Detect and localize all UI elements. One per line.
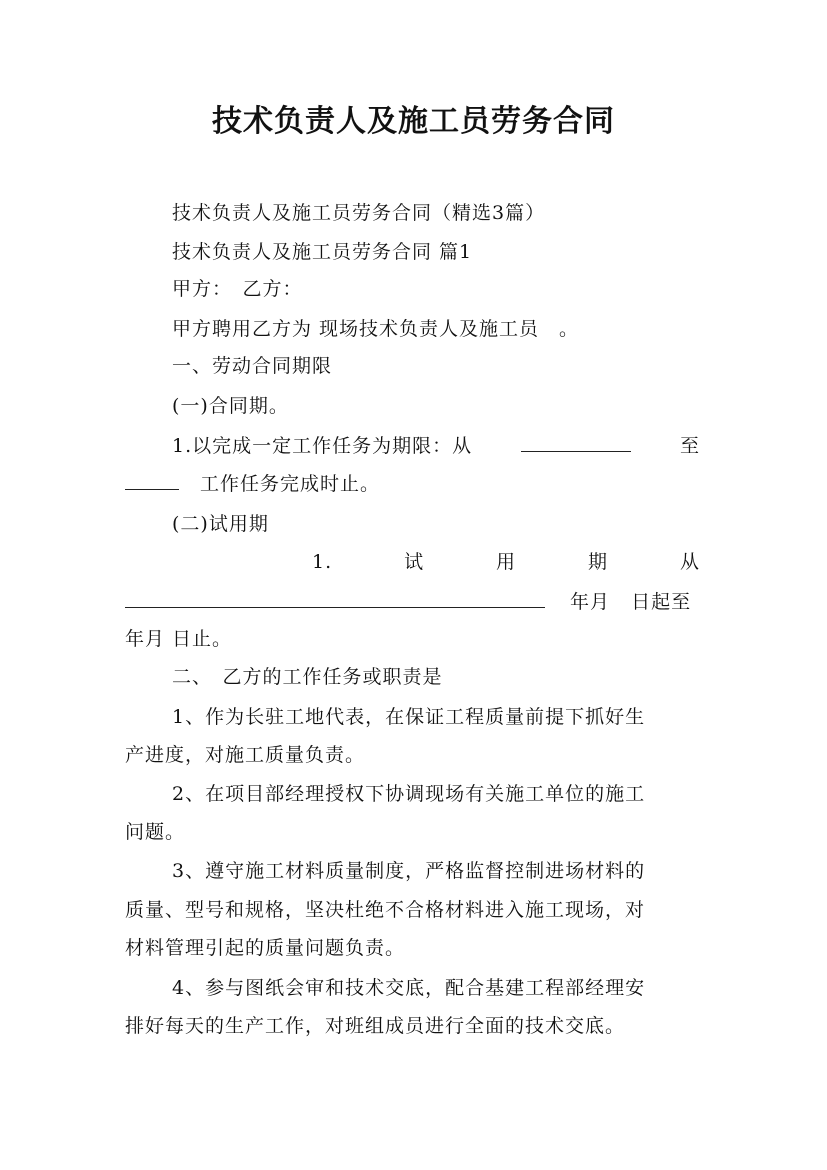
probation-end-line: 年月 日止。 xyxy=(125,628,233,650)
contract-term-line xyxy=(172,432,700,460)
duty-4-line-2: 排好每天的生产工作，对班组成员进行全面的技术交底。 xyxy=(125,1015,626,1037)
duty-2-line-1: 2、在项目部经理授权下协调现场有关施工单位的施工 xyxy=(172,783,646,805)
year-month-text: 年月 xyxy=(570,591,611,613)
probation-line xyxy=(312,548,700,576)
probation-date-line xyxy=(125,588,700,616)
duty-1-line-1: 1、作为长驻工地代表，在保证工程质量前提下抓好生 xyxy=(172,706,646,728)
duty-1-line-2: 产进度，对施工质量负责。 xyxy=(125,744,366,766)
contract-term-text: 1.以完成一定工作任务为期限：从 xyxy=(172,435,473,457)
document-title: 技术负责人及施工员劳务合同 xyxy=(212,104,615,139)
to-word: 至 xyxy=(679,435,700,457)
duty-3-line-2: 质量、型号和规格，坚决杜绝不合格材料进入施工现场，对 xyxy=(125,899,646,921)
probation-start-blank xyxy=(125,591,545,608)
probation-char-1: 试 xyxy=(404,551,425,573)
employment-line: 甲方聘用乙方为 现场技术负责人及施工员 。 xyxy=(172,318,580,340)
probation-heading: (二)试用期 xyxy=(172,513,269,535)
start-date-blank xyxy=(521,435,631,452)
probation-number: 1. xyxy=(312,551,333,573)
contract-term-end-line xyxy=(125,470,380,498)
end-date-blank xyxy=(125,473,179,490)
probation-char-4: 从 xyxy=(679,551,700,573)
duty-4-line-1: 4、参与图纸会审和技术交底，配合基建工程部经理安 xyxy=(172,977,646,999)
duty-3-line-3: 材料管理引起的质量问题负责。 xyxy=(125,937,406,959)
section-heading-part1: 技术负责人及施工员劳务合同 篇1 xyxy=(172,241,473,263)
day-start-text: 日起至 xyxy=(631,591,692,613)
clause-1-heading: 一、劳动合同期限 xyxy=(172,355,333,377)
subtitle-line: 技术负责人及施工员劳务合同（精选3篇） xyxy=(172,202,546,224)
probation-char-2: 用 xyxy=(496,551,517,573)
duty-2-line-2: 问题。 xyxy=(125,821,186,843)
probation-char-3: 期 xyxy=(587,551,608,573)
parties-line: 甲方： 乙方： xyxy=(172,278,303,300)
contract-period-heading: (一)合同期。 xyxy=(172,395,289,417)
contract-term-end-text: 工作任务完成时止。 xyxy=(200,473,381,495)
clause-2-heading: 二、 乙方的工作任务或职责是 xyxy=(172,666,443,688)
duty-3-line-1: 3、遵守施工材料质量制度，严格监督控制进场材料的 xyxy=(172,860,646,882)
